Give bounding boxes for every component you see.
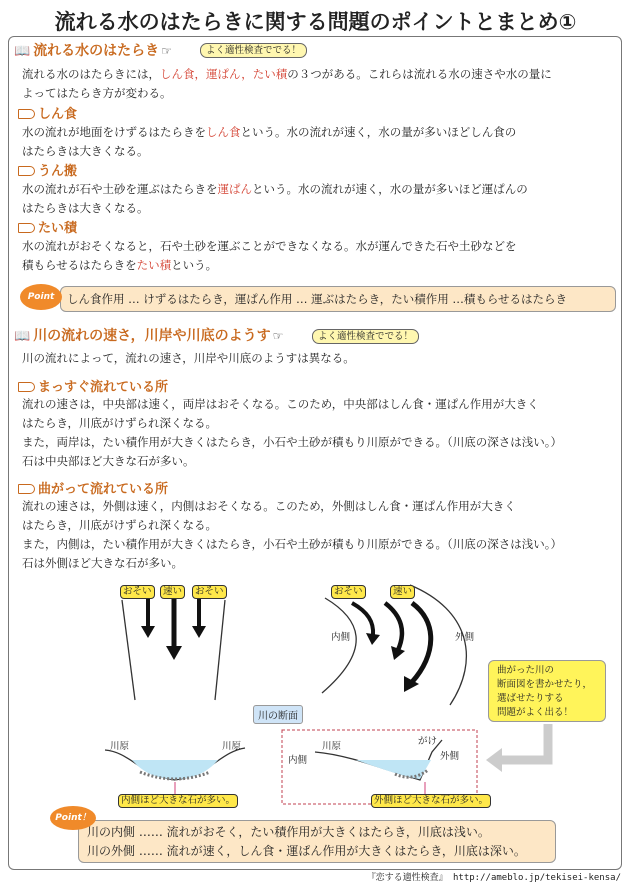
frequent-tag: よく適性検査ででる！ bbox=[200, 43, 307, 58]
middle-flow-arrow bbox=[385, 603, 402, 650]
summary-line-outer: 川の外側 …… 流れが速く，しん食・運ぱん作用が大きくはたらき，川底は深い。 bbox=[87, 844, 526, 858]
straight-section-water bbox=[132, 760, 218, 779]
label-kawara-right: 川原 bbox=[222, 741, 242, 752]
straight-cross-section bbox=[105, 748, 245, 794]
curved-river-diagram bbox=[322, 585, 466, 705]
label-fast: 速い bbox=[160, 585, 185, 599]
summary-box bbox=[78, 820, 556, 863]
label-slow-left: おそい bbox=[120, 585, 155, 599]
page-title: 流れる水のはたらきに関する問題のポイントとまとめ① bbox=[54, 10, 577, 34]
guide-arrow bbox=[500, 724, 548, 760]
caption-inner-stones: 内側ほど大きな石が多い。 bbox=[118, 794, 238, 808]
intro-line-2: よってはたらき方が変わる。 bbox=[22, 86, 172, 100]
sec2-intro: 川の流れによって，流れの速さ，川岸や川底のようすは異なる。 bbox=[22, 351, 355, 365]
label-inner-section: 内側 bbox=[288, 755, 308, 766]
straight-line-3: また，両岸は，たい積作用が大きくはたらき，小石や土砂が積もり川原ができる。（川底の深さは浅い。） bbox=[22, 435, 563, 449]
footer-credit: 『恋する適性検査』 http://ameblo.jp/tekisei-kensa/ bbox=[366, 873, 621, 883]
cross-section-label: 川の断面 bbox=[253, 705, 303, 724]
subheading-shinshoku: しん食 bbox=[18, 103, 77, 122]
label-fast-curve: 速い bbox=[390, 585, 415, 599]
label-slow-right: おそい bbox=[192, 585, 227, 599]
slow-flow-arrowhead-right bbox=[192, 626, 206, 638]
curved-river-inner-bank bbox=[322, 598, 356, 693]
outer-flow-arrow bbox=[412, 603, 431, 682]
label-kawara-curve: 川原 bbox=[322, 741, 342, 752]
inner-flow-arrowhead bbox=[366, 633, 380, 645]
point-badge: Point bbox=[20, 284, 62, 310]
curved-river-outer-bank bbox=[410, 585, 466, 705]
label-kawara-left: 川原 bbox=[110, 741, 130, 752]
point-box: しん食作用 … けずるはたらき，運ぱん作用 … 運ぶはたらき，たい積作用 …積もらせるはたらき bbox=[60, 286, 616, 312]
exam-note-line: 選ばせたりする bbox=[497, 693, 564, 704]
unpan-line-2: はたらきは大きくなる。 bbox=[22, 201, 149, 215]
fast-flow-arrowhead bbox=[166, 646, 182, 660]
slow-flow-arrowhead-left bbox=[141, 626, 155, 638]
curve-line-1: 流れの速さは，外側は速く，内側はおそくなる。このため，外側はしん食・運ぱん作用が大きく bbox=[22, 499, 516, 513]
guide-arrowhead bbox=[486, 748, 502, 772]
subheading-taiseki: たい積 bbox=[18, 217, 77, 236]
curve-line-3: また，内側は，たい積作用が大きくはたらき，小石や土砂が積もり川原ができる。（川底の深さは浅い。） bbox=[22, 537, 563, 551]
frequent-tag: よく適性検査ででる！ bbox=[312, 329, 419, 344]
curved-cross-section bbox=[282, 730, 477, 804]
unpan-line-1: 水の流れが石や土砂を運ぶはたらきを運ぱんという。水の流れが速く，水の量が多いほど運ぱんの bbox=[22, 182, 528, 196]
label-inner: 内側 bbox=[331, 632, 351, 643]
exam-note-line: 曲がった川の bbox=[497, 665, 555, 676]
taiseki-line-1: 水の流れがおそくなると，石や土砂を運ぶことができなくなる。水が運んできた石や土砂などを bbox=[22, 239, 517, 253]
straight-line-4: 石は中央部ほど大きな石が多い。 bbox=[22, 454, 195, 468]
exam-note-line: 断面図を書かせたり， bbox=[497, 679, 593, 690]
subheading-curve: 曲がって流れている所 bbox=[18, 478, 168, 497]
taiseki-line-2: 積もらせるはたらきをたい積という。 bbox=[22, 258, 218, 272]
straight-river-diagram bbox=[122, 598, 225, 700]
curve-line-2: はたらき，川底がけずられ深くなる。 bbox=[22, 518, 218, 532]
shinshoku-line-2: はたらきは大きくなる。 bbox=[22, 144, 149, 158]
curve-line-4: 石は外側ほど大きな石が多い。 bbox=[22, 556, 183, 570]
caption-outer-stones: 外側ほど大きな石が多い。 bbox=[371, 794, 491, 808]
summary-point-badge: Point！ bbox=[50, 806, 96, 830]
subheading-straight: まっすぐ流れている所 bbox=[18, 376, 168, 395]
intro-highlight: しん食，運ぱん，たい積 bbox=[160, 67, 288, 81]
straight-river-right-bank bbox=[215, 600, 225, 700]
straight-line-2: はたらき，川底がけずられ深くなる。 bbox=[22, 416, 218, 430]
shinshoku-line-1: 水の流れが地面をけずるはたらきをしん食という。水の流れが速く，水の量が多いほどしん食の bbox=[22, 125, 517, 139]
section-heading-text: 川の流れの速さ，川岸や川底のようす bbox=[33, 328, 271, 344]
book-icon: 📖 bbox=[14, 329, 31, 344]
pointing-hand-icon: ☞ bbox=[161, 44, 172, 58]
exam-note-line: 問題がよく出る！ bbox=[497, 707, 574, 718]
section-heading-text: 流れる水のはたらき bbox=[33, 43, 160, 59]
label-slow-curve: おそい bbox=[331, 585, 366, 599]
intro-line-1: 流れる水のはたらきには，しん食，運ぱん，たい積の３つがある。これらは流れる水の速さや水の量に bbox=[22, 67, 552, 81]
label-gake: がけ bbox=[418, 736, 438, 747]
label-outer: 外側 bbox=[455, 632, 475, 643]
label-outer-section: 外側 bbox=[440, 751, 460, 762]
subheading-unpan: うん搬 bbox=[18, 160, 77, 179]
straight-river-left-bank bbox=[122, 600, 135, 700]
book-icon: 📖 bbox=[14, 44, 31, 59]
summary-line-inner: 川の内側 …… 流れがおそく，たい積作用が大きくはたらき，川底は浅い。 bbox=[87, 825, 490, 839]
straight-line-1: 流れの速さは，中央部は速く，両岸はおそくなる。このため，中央部はしん食・運ぱん作用が大きく bbox=[22, 397, 539, 411]
exam-note-box bbox=[488, 660, 606, 722]
pointing-hand-icon: ☞ bbox=[272, 329, 284, 343]
